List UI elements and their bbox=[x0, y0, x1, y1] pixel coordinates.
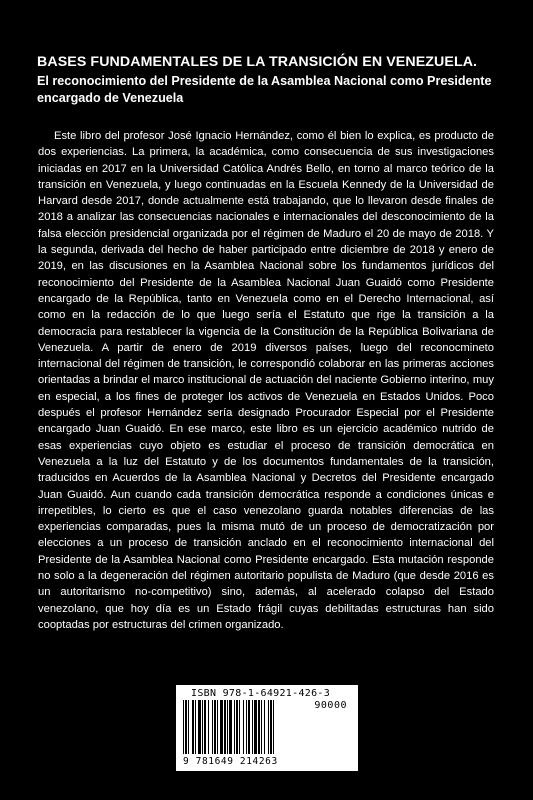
price-code: 90000 bbox=[314, 700, 347, 711]
isbn-label: ISBN 978-1-64921-426-3 bbox=[191, 688, 331, 699]
book-subtitle: El reconocimiento del Presidente de la Asamblea Nacional como Presidente encargado de Venezuela bbox=[37, 74, 492, 105]
synopsis-text: Este libro del profesor José Ignacio Hernández, como él bien lo explica, es producto de dos experiencias. La primera, la académica, como consecuencia de sus investigaciones iniciadas en 2017 en la Universidad Católica Andrés Bello, en torno al marco teórico de la transición en Venezuela, y luego continuadas en la Escuela Kennedy de la Universidad de Harvard desde 2017, donde actualmente está trabajando, que lo llevaron desde finales de 2018 a analizar las consecuencias nacionales e internacionales del desconocimiento de la falsa elección presidencial organizada por el régimen de Maduro el 20 de mayo de 2018. Y la segunda, derivada del hecho de haber participado entre diciembre de 2018 y enero de 2019, en las discusiones en la Asamblea Nacional sobre los fundamentos jurídicos del reconocimiento del Presidente de la Asamblea Nacional Juan Guaidó como Presidente encargado de la República, tanto en Venezuela como en el Derecho Internacional, así como en la redacción de lo que luego sería el Estatuto que rige la transición a la democracia para restablecer la vigencia de la Constitución de la República Bolivariana de Venezuela. A partir de enero de 2019 diversos países, luego del reconocmineto internacional del régimen de transición, le correspondió colaborar en las primeras acciones orientadas a brindar el marco institucional de actuación del naciente Gobierno interino, muy en especial, a los fines de proteger los activos de Venezuela en Estados Unidos. Poco después el profesor Hernández sería designado Procurador Especial por el Presidente encargado Juan Guaidó. En ese marco, este libro es un ejercicio académico nutrido de esas experiencias cuyo objeto es estudiar el proceso de transición democrática en Venezuela a la luz del Estatuto y de los documentos fundamentales de la transición, traducidos en Acuerdos de la Asamblea Nacional y Decretos del Presidente encargado Juan Guaidó. Aun cuando cada transición democrática responde a condiciones únicas e irrepetibles, lo cierto es que el caso venezolano guarda notables diferencias de las experiencias comparadas, pues la misma mutó de un proceso de democratización por elecciones a un proceso de transición anclado en el reconocimiento internacional del Presidente de la Asamblea Nacional como Presidente encargado. Esta mutación responde no solo a la degeneración del régimen autoritario populista de Maduro (que desde 2016 es un autoritarismo no-competitivo) sino, además, al acelerado colapso del Estado venezolano, que hoy día es un Estado frágil cuyas debilitadas estructuras han sido cooptadas por estructuras del crimen organizado. bbox=[38, 130, 494, 631]
title-block bbox=[37, 54, 507, 107]
barcode-bars bbox=[179, 700, 319, 756]
isbn-barcode bbox=[176, 685, 358, 771]
book-title: BASES FUNDAMENTALES DE LA TRANSICIÓN EN VENEZUELA. bbox=[37, 54, 478, 70]
barcode-digits: 9 781649 214263 bbox=[183, 756, 278, 767]
